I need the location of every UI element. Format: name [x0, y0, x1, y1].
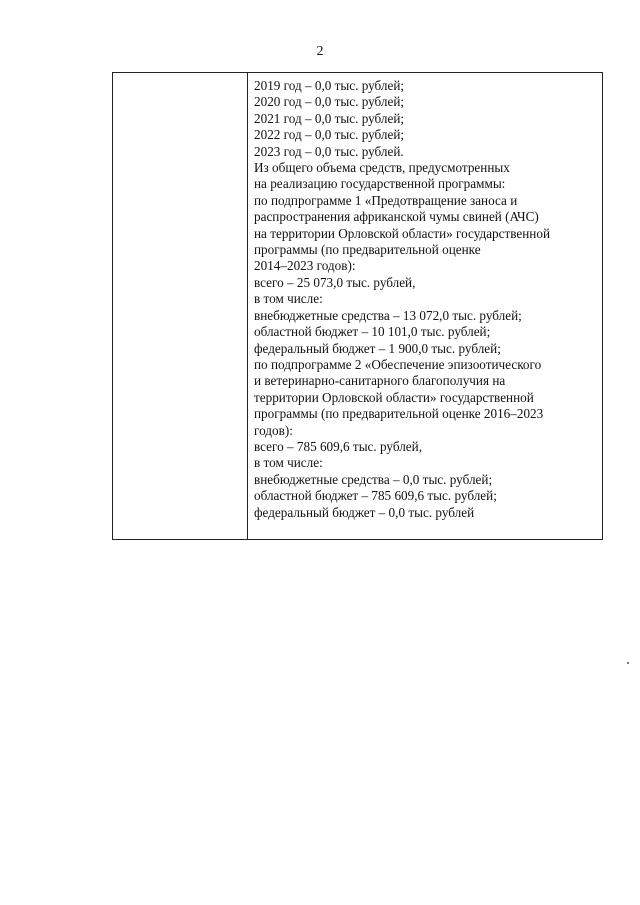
text-line: по подпрограмме 1 «Предотвращение заноса и	[254, 192, 518, 208]
text-line: и ветеринарно-санитарного благополучия на	[254, 373, 506, 389]
text-line: в том числе:	[254, 455, 323, 471]
text-line: по подпрограмме 2 «Обеспечение эпизоотического	[254, 356, 542, 372]
text-line: всего – 785 609,6 тыс. рублей,	[254, 438, 423, 454]
text-line: 2020 год – 0,0 тыс. рублей;	[254, 94, 405, 110]
page-number: 2	[316, 44, 324, 59]
text-line: внебюджетные средства – 13 072,0 тыс. рублей;	[254, 307, 522, 323]
text-line: 2019 год – 0,0 тыс. рублей;	[254, 78, 405, 93]
text-line: федеральный бюджет – 0,0 тыс. рублей	[254, 504, 475, 520]
text-line: в том числе:	[254, 291, 323, 307]
text-line: 2022 год – 0,0 тыс. рублей;	[254, 127, 405, 143]
text-line: территории Орловской области» государственной	[254, 389, 534, 405]
funding-table	[112, 72, 603, 540]
text-line: на территории Орловской области» государственной	[254, 225, 551, 241]
text-line: всего – 25 073,0 тыс. рублей,	[254, 274, 416, 290]
text-line: областной бюджет – 10 101,0 тыс. рублей;	[254, 324, 491, 340]
table-right-cell	[248, 73, 602, 539]
text-line: федеральный бюджет – 1 900,0 тыс. рублей;	[254, 340, 501, 356]
text-line: внебюджетные средства – 0,0 тыс. рублей;	[254, 471, 493, 487]
text-line: областной бюджет – 785 609,6 тыс. рублей;	[254, 488, 497, 504]
text-line: программы (по предварительной оценке 2016–2023	[254, 406, 544, 422]
text-line: распространения африканской чумы свиней (АЧС)	[254, 209, 539, 225]
text-line: Из общего объема средств, предусмотренных	[254, 160, 510, 176]
text-line: на реализацию государственной программы:	[254, 176, 506, 192]
text-line: 2014–2023 годов):	[254, 258, 356, 274]
text-line: 2023 год – 0,0 тыс. рублей.	[254, 143, 404, 159]
funding-text-lines	[254, 78, 600, 521]
scan-speck	[627, 662, 629, 664]
text-line: 2021 год – 0,0 тыс. рублей;	[254, 110, 405, 126]
text-line: годов):	[254, 422, 293, 438]
table-left-cell	[113, 73, 248, 539]
text-line: программы (по предварительной оценке	[254, 242, 481, 258]
